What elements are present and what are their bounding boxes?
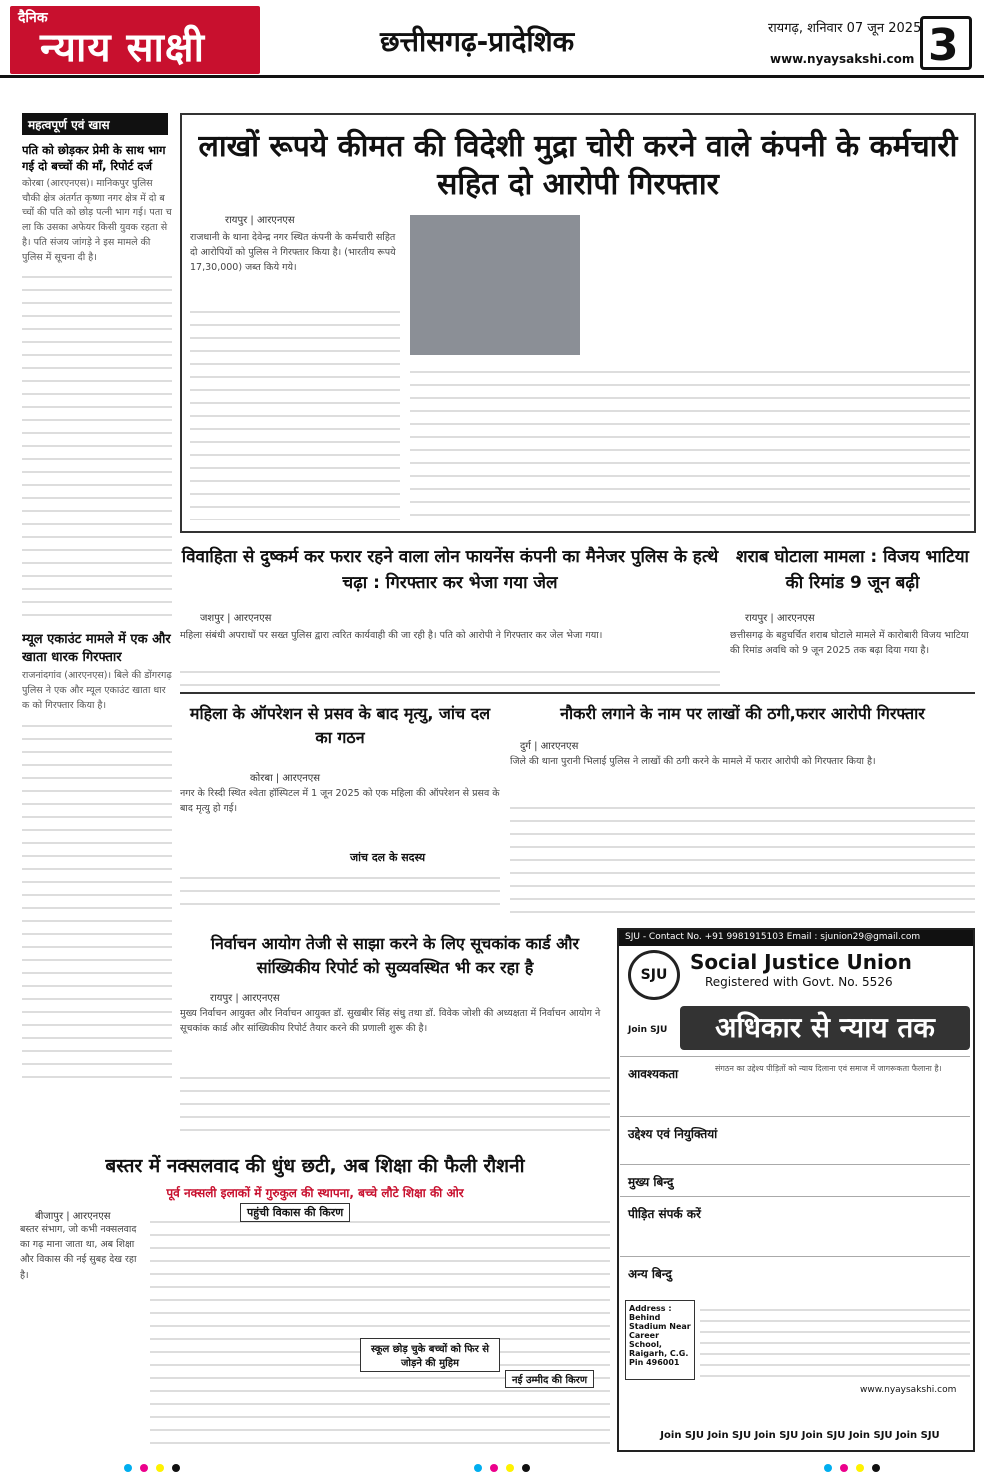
ad-banner: अधिकार से न्याय तक (680, 1006, 970, 1050)
sidebar-text-lines-2 (22, 714, 172, 1080)
ad-registration: Registered with Govt. No. 5526 (705, 975, 893, 989)
election-story-byline: रायपुर | आरएनएस (210, 993, 280, 1004)
lead-photo (410, 215, 580, 355)
ad-row-objective (620, 1116, 970, 1164)
ad-row-other-points (620, 1256, 970, 1296)
site-url[interactable]: www.nyaysakshi.com (770, 52, 915, 66)
color-registration-dots (0, 1460, 984, 1475)
sidebar (22, 140, 172, 1080)
bastar-story-text: बस्तर संभाग, जो कभी नक्सलवाद का गढ़ माना जाता था, अब शिक्षा और विकास की नई सुबह देख रहा है। (20, 1224, 137, 1281)
election-text-lines (180, 1066, 610, 1136)
loan-story-headline[interactable]: विवाहिता से दुष्कर्म कर फरार रहने वाला लोन फायनेंस कंपनी का मैनेजर पुलिस के हत्थे चढ़ा : गिरफ्तार कर भेजा गया जेल (181, 547, 719, 593)
ad-address: Address : Behind Stadium Near Career School, Raigarh, C.G. Pin 496001 (625, 1300, 695, 1380)
bastar-story-headline[interactable]: बस्तर में नक्सलवाद की धुंध छटी, अब शिक्षा की फैली रौशनी (105, 1155, 525, 1177)
ad-join-label: Join SJU (628, 1025, 668, 1035)
sidebar-title: महत्वपूर्ण एवं खास (22, 113, 168, 135)
bastar-text-lines (150, 1210, 610, 1450)
dateline: रायगढ़, शनिवार 07 जून 2025 (768, 21, 922, 36)
woman-text-lines (180, 866, 500, 916)
ad-contact-bar: SJU - Contact No. +91 9981915103 Email : sjunion29@gmail.com (619, 930, 973, 946)
lead-text-lines-2 (410, 360, 970, 520)
page-number: 3 (928, 20, 959, 71)
sidebar-story1-headline[interactable]: पति को छोड़कर प्रेमी के साथ भाग गई दो बच्चों की माँ, रिपोर्ट दर्ज (22, 143, 166, 173)
ad-url[interactable]: www.nyaysakshi.com (860, 1385, 957, 1395)
masthead (0, 0, 984, 78)
bastar-box3: नई उम्मीद की किरण (505, 1370, 594, 1388)
newspaper-logo (10, 6, 260, 74)
ad-row-label-2: मुख्य बिन्दु (628, 1175, 674, 1189)
ad-row-label-0: आवश्यकता (628, 1067, 679, 1081)
sidebar-story2-headline[interactable]: म्यूल एकाउंट मामले में एक और खाता धारक गिरफ्तार (22, 632, 171, 665)
sidebar-story2-text: राजनांदगांव (आरएनएस)। बिले की डोंगरगढ़ पुलिस ने एक और म्यूल एकाउंट खाता धारक को गिरफ्तार किया है। (22, 670, 172, 711)
ad-title: Social Justice Union (690, 950, 912, 974)
lead-headline[interactable]: लाखों रूपये कीमत की विदेशी मुद्रा चोरी करने वाले कंपनी के कर्मचारी सहित दो आरोपी गिरफ्तार (198, 129, 958, 202)
job-text-lines (510, 796, 975, 916)
sidebar-story1-text: कोरबा (आरएनएस)। मानिकपुर पुलिस चौकी क्षेत्र अंतर्गत कृष्णा नगर क्षेत्र में दो बच्चों की पति को छोड़ पत्नी भाग गई। पता चला कि उसका अफेयर किसी युवक रहता से है। पति संजय जांगड़े ने इस मामले की पुलिस में सूचना दी है। (22, 178, 172, 263)
bastar-box2: स्कूल छोड़ चुके बच्चों को फिर से जोड़ने की मुहिम (360, 1338, 500, 1372)
job-story-headline[interactable]: नौकरी लगाने के नाम पर लाखों की ठगी,फरार आरोपी गिरफ्तार (560, 704, 925, 723)
loan-story-byline: जशपुर | आरएनएस (200, 613, 272, 624)
bastar-story-subheadline: पूर्व नक्सली इलाकों में गुरुकुल की स्थापना, बच्चे लौटे शिक्षा की ओर (166, 1186, 464, 1200)
loan-text-lines (180, 660, 720, 690)
job-story-byline: दुर्ग | आरएनएस (520, 741, 579, 752)
section-rule (180, 692, 975, 694)
election-story-text: मुख्य निर्वाचन आयुक्त और निर्वाचन आयुक्त डॉ. सुखबीर सिंह संधु तथा डॉ. विवेक जोशी की अध्यक्षता में निर्वाचन आयोग ने सूचकांक कार्ड और सांख्यिकीय रिपोर्ट तैयार करने की प्रणाली शुरू की है। (180, 1008, 601, 1035)
lead-byline: रायपुर | आरएनएस (225, 215, 295, 226)
liquor-story-byline: रायपुर | आरएनएस (745, 613, 815, 624)
logo-name: न्याय साक्षी (40, 25, 205, 71)
ad-row-victim-contact (620, 1196, 970, 1256)
woman-story-headline[interactable]: महिला के ऑपरेशन से प्रसव के बाद मृत्यु, जांच दल का गठन (189, 704, 491, 747)
liquor-story-headline[interactable]: शराब घोटाला मामला : विजय भाटिया की रिमांड 9 जून बढ़ी (736, 547, 969, 593)
woman-story-subhead: जांच दल के सदस्य (350, 851, 426, 864)
sju-logo: SJU (628, 950, 680, 1000)
election-story-headline[interactable]: निर्वाचन आयोग तेजी से साझा करने के लिए सूचकांक कार्ड और सांख्यिकीय रिपोर्ट को सुव्यवस्थित भी कर रहा है (210, 934, 580, 977)
lead-text-lines (190, 300, 400, 520)
liquor-story-text: छत्तीसगढ़ के बहुचर्चित शराब घोटाले मामले में कारोबारी विजय भाटिया की रिमांड अवधि को 9 जून 2025 तक बढ़ा दिया गया है। (730, 630, 969, 657)
ad-row-main-points (620, 1164, 970, 1196)
logo-prefix: दैनिक (18, 10, 48, 26)
loan-story-text: महिला संबंधी अपराधों पर सख्त पुलिस द्वारा त्वरित कार्यवाही की जा रही है। पति को आरोपी ने गिरफ्तार कर जेल भेजा गया। (180, 630, 603, 641)
ad-list-lines (700, 1300, 970, 1380)
section-title: छत्तीसगढ़-प्रादेशिक (380, 25, 575, 58)
ad-footer-join: Join SJU Join SJU Join SJU Join SJU Join SJU Join SJU (660, 1430, 940, 1441)
woman-story-text: नगर के रिस्दी स्थित श्वेता हॉस्पिटल में 1 जून 2025 को एक महिला की ऑपरेशन से प्रसव के बाद मृत्यु हो गई। (180, 788, 500, 815)
job-story-text: जिले की थाना पुरानी भिलाई पुलिस ने लाखों की ठगी करने के मामले में फरार आरोपी को गिरफ्तार किया है। (510, 756, 876, 767)
bastar-story-byline: बीजापुर | आरएनएस (35, 1211, 111, 1222)
ad-row-label-4: अन्य बिन्दु (628, 1267, 672, 1281)
bastar-box1: पहुंची विकास की किरण (240, 1203, 350, 1222)
ad-row-label-1: उद्देश्य एवं नियुक्तियां (628, 1127, 718, 1141)
ad-row-label-3: पीड़ित संपर्क करें (628, 1207, 701, 1221)
ad-row-requirement (620, 1056, 970, 1116)
lead-text: राजधानी के थाना देवेन्द्र नगर स्थित कंपनी के कर्मचारी सहित दो आरोपियों को पुलिस ने गिरफ्तार किया है। (भारतीय रूपये 17,30,000) जब्त किये गये। (190, 232, 396, 274)
sidebar-text-lines (22, 265, 172, 625)
woman-story-byline: कोरबा | आरएनएस (250, 773, 321, 784)
ad-row-text-0: संगठन का उद्देश्य पीड़ितों को न्याय दिलाना एवं समाज में जागरूकता फैलाना है। (715, 1064, 942, 1073)
